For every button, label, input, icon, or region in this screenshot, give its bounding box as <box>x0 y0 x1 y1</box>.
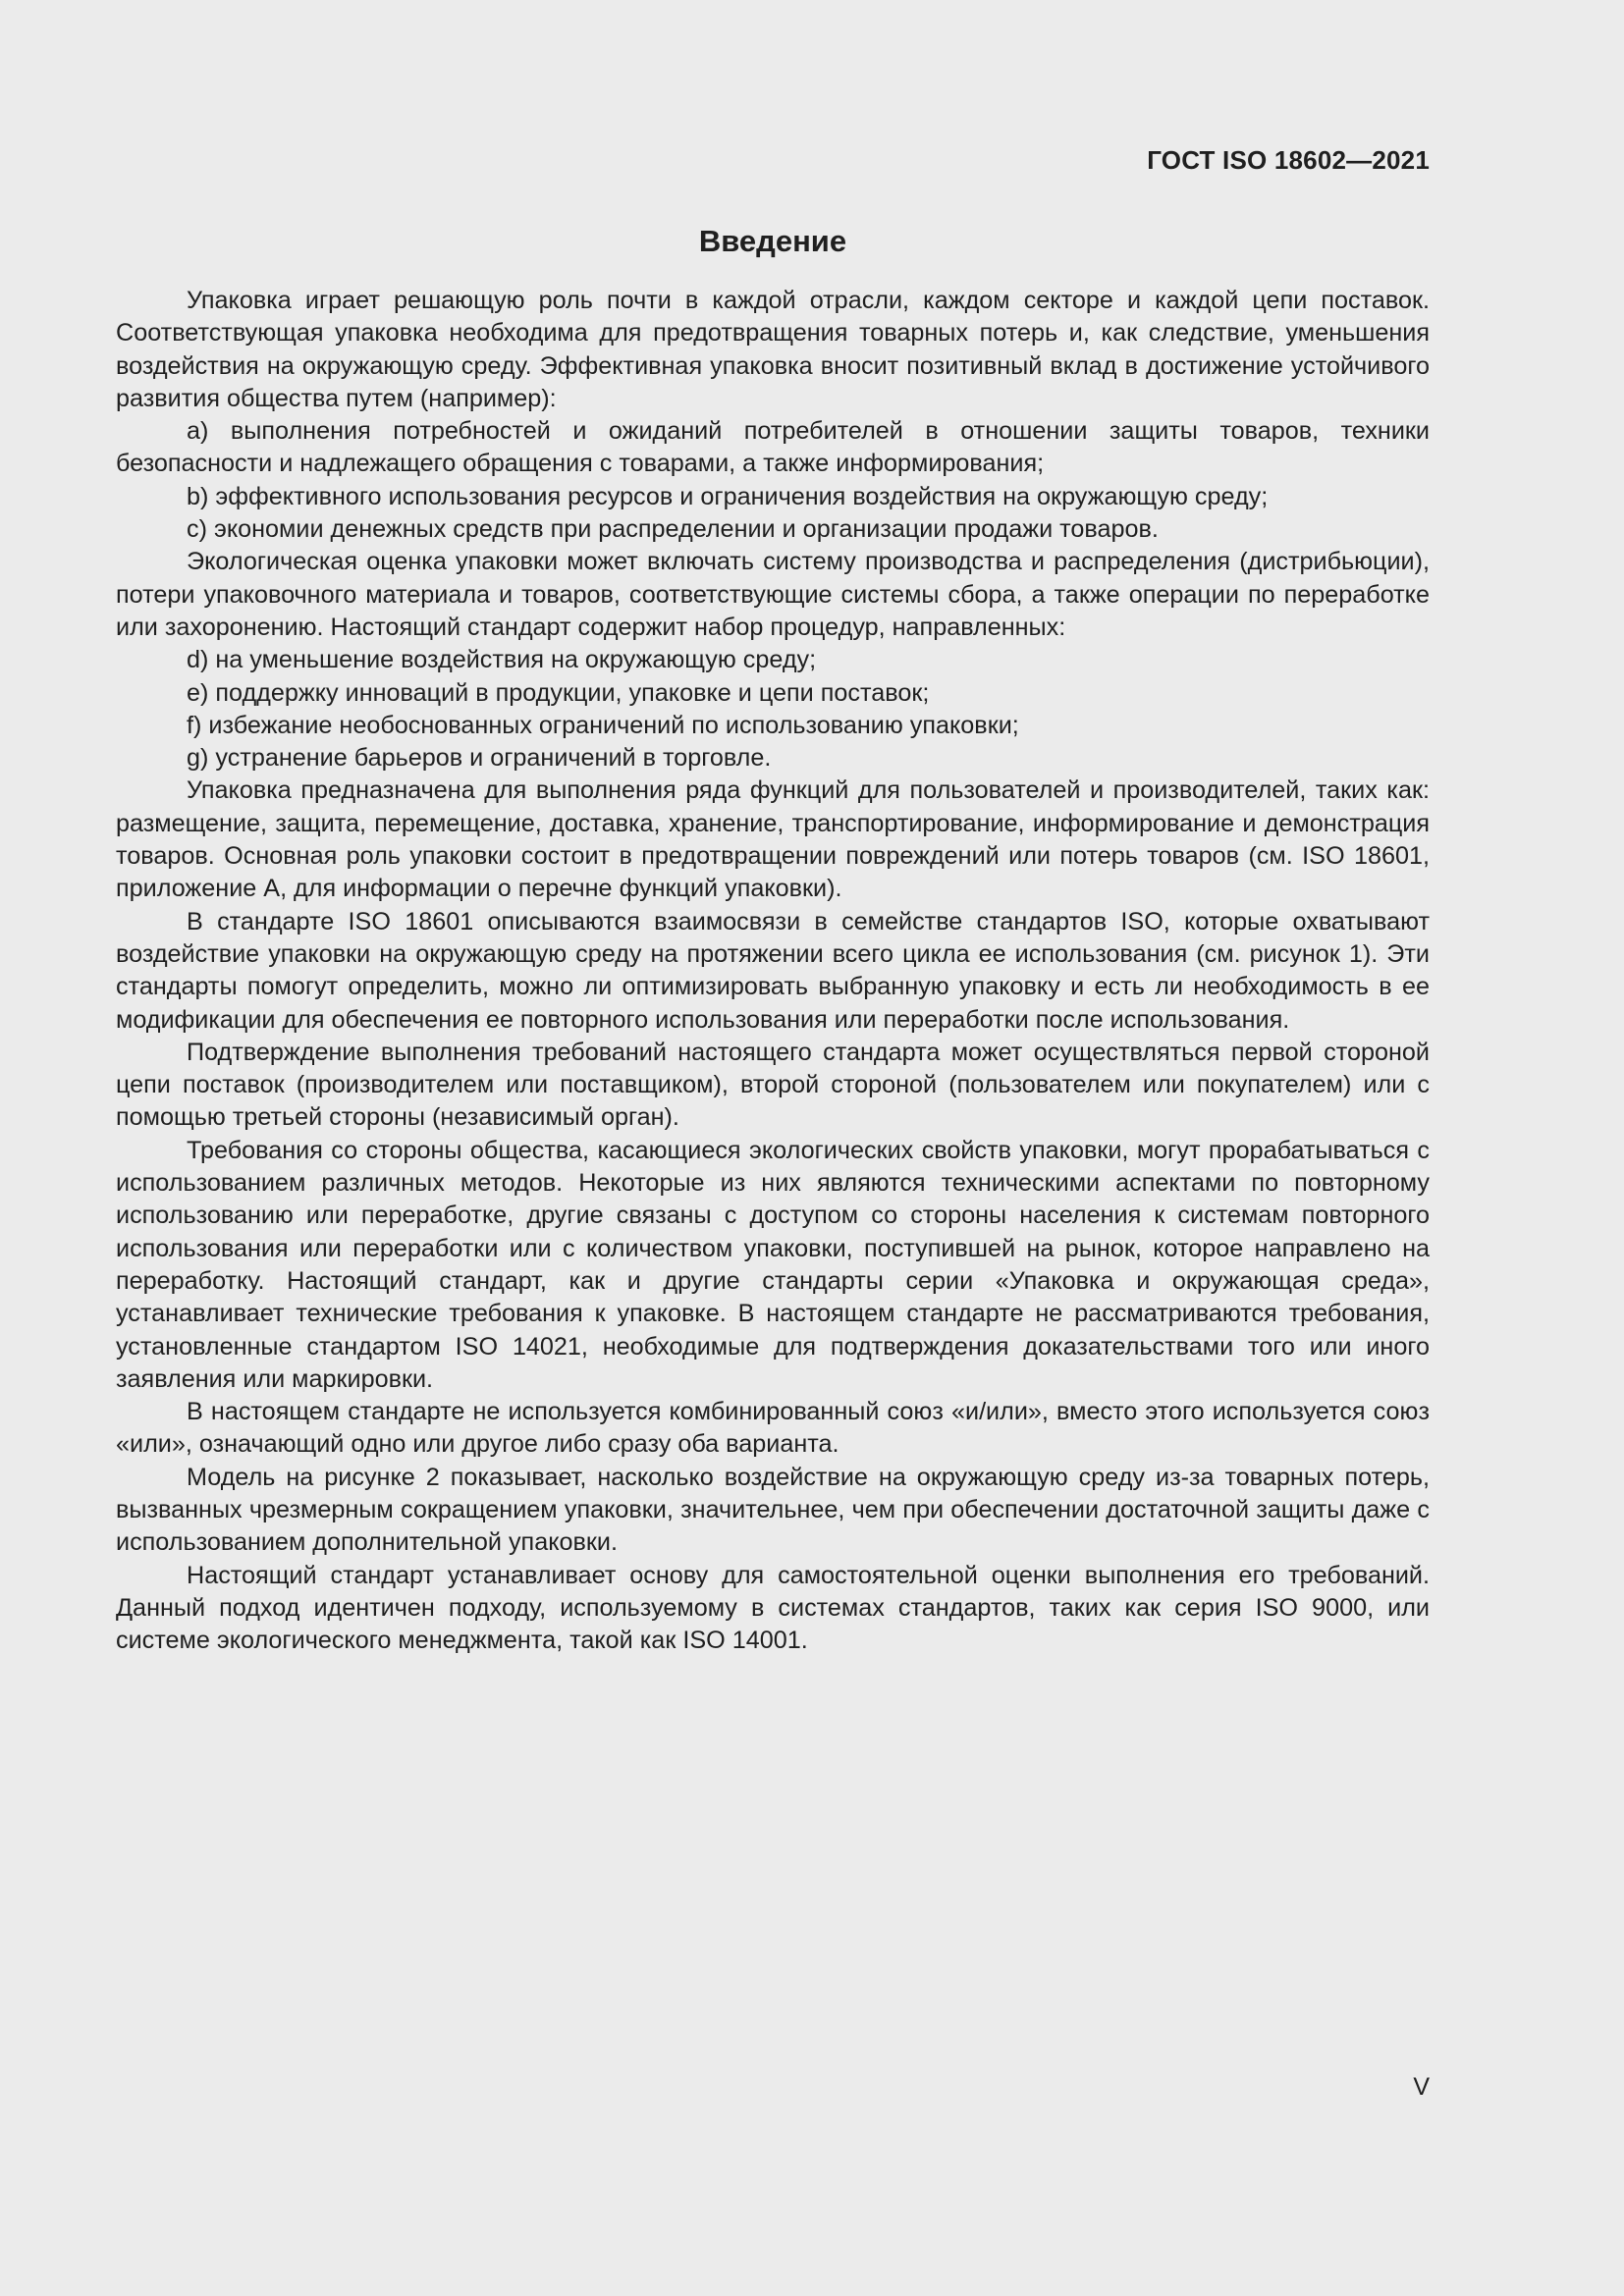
paragraph: Требования со стороны общества, касающиеся экологических свойств упаковки, могут прорабатываться с использованием различных методов. Некоторые из них являются техническими аспектами по повторному использованию или переработке, другие связаны с доступом со стороны населения к системам повторного использования или переработки или с количеством упаковки, поступившей на рынок, которое направлено на переработку. Настоящий стандарт, как и другие стандарты серии «Упаковка и окружающая среда», устанавливает технические требования к упаковке. В настоящем стандарте не рассматриваются требования, установленные стандартом ISO 14021, необходимые для подтверждения доказательствами того или иного заявления или маркировки. <box>116 1136 1430 1393</box>
paragraph: В стандарте ISO 18601 описываются взаимосвязи в семействе стандартов ISO, которые охватывают воздействие упаковки на окружающую среду на протяжении всего цикла ее использования (см. рисунок 1). Эти стандарты помогут определить, можно ли оптимизировать выбранную упаковку и есть ли необходимость в ее модификации для обеспечения ее повторного использования или переработки после использования. <box>116 907 1430 1034</box>
list-item: b) эффективного использования ресурсов и ограничения воздействия на окружающую среду; <box>187 482 1269 510</box>
paragraph: Настоящий стандарт устанавливает основу для самостоятельной оценки выполнения его требований. Данный подход идентичен подходу, используемому в системах стандартов, таких как серия ISO 9000, или системе экологического менеджмента, такой как ISO 14001. <box>116 1561 1430 1655</box>
body-text <box>116 285 1430 1657</box>
paragraph: Модель на рисунке 2 показывает, насколько воздействие на окружающую среду из-за товарных потерь, вызванных чрезмерным сокращением упаковки, значительнее, чем при обеспечении достаточной защиты даже с использованием дополнительной упаковки. <box>116 1463 1430 1557</box>
list-item: d) на уменьшение воздействия на окружающую среду; <box>187 646 817 674</box>
list-item: e) поддержку инноваций в продукции, упаковке и цепи поставок; <box>187 678 930 707</box>
list-item: f) избежание необоснованных ограничений по использованию упаковки; <box>187 711 1019 739</box>
document-id-header: ГОСТ ISO 18602—2021 <box>1147 145 1430 175</box>
list-item: c) экономии денежных средств при распределении и организации продажи товаров. <box>187 515 1159 544</box>
paragraph: Подтверждение выполнения требований настоящего стандарта может осуществляться первой стороной цепи поставок (производителем или поставщиком), второй стороной (пользователем или покупателем) или с помощью третьей стороны (независимый орган). <box>116 1038 1430 1132</box>
paragraph: Упаковка играет решающую роль почти в каждой отрасли, каждом секторе и каждой цепи поставок. Соответствующая упаковка необходима для предотвращения товарных потерь и, как следствие, уменьшения воздействия на окружающую среду. Эффективная упаковка вносит позитивный вклад в достижение устойчивого развития общества путем (например): <box>116 287 1430 412</box>
paragraph: Экологическая оценка упаковки может включать систему производства и распределения (дистрибьюции), потери упаковочного материала и товаров, соответствующие системы сбора, а также операции по переработке или захоронению. Настоящий стандарт содержит набор процедур, направленных: <box>116 548 1430 641</box>
paragraph: Упаковка предназначена для выполнения ряда функций для пользователей и производителей, таких как: размещение, защита, перемещение, доставка, хранение, транспортирование, информирование и демонстрация товаров. Основная роль упаковки состоит в предотвращении повреждений или потерь товаров (см. ISO 18601, приложение A, для информации о перечне функций упаковки). <box>116 776 1430 903</box>
list-item: a) выполнения потребностей и ожиданий потребителей в отношении защиты товаров, техники безопасности и надлежащего обращения с товарами, а также информирования; <box>116 417 1430 478</box>
page-number: V <box>1413 2073 1430 2101</box>
list-item: g) устранение барьеров и ограничений в торговле. <box>187 744 772 773</box>
section-title: Введение <box>698 224 847 258</box>
paragraph: В настоящем стандарте не используется комбинированный союз «и/или», вместо этого используется союз «или», означающий одно или другое либо сразу оба варианта. <box>116 1398 1430 1459</box>
